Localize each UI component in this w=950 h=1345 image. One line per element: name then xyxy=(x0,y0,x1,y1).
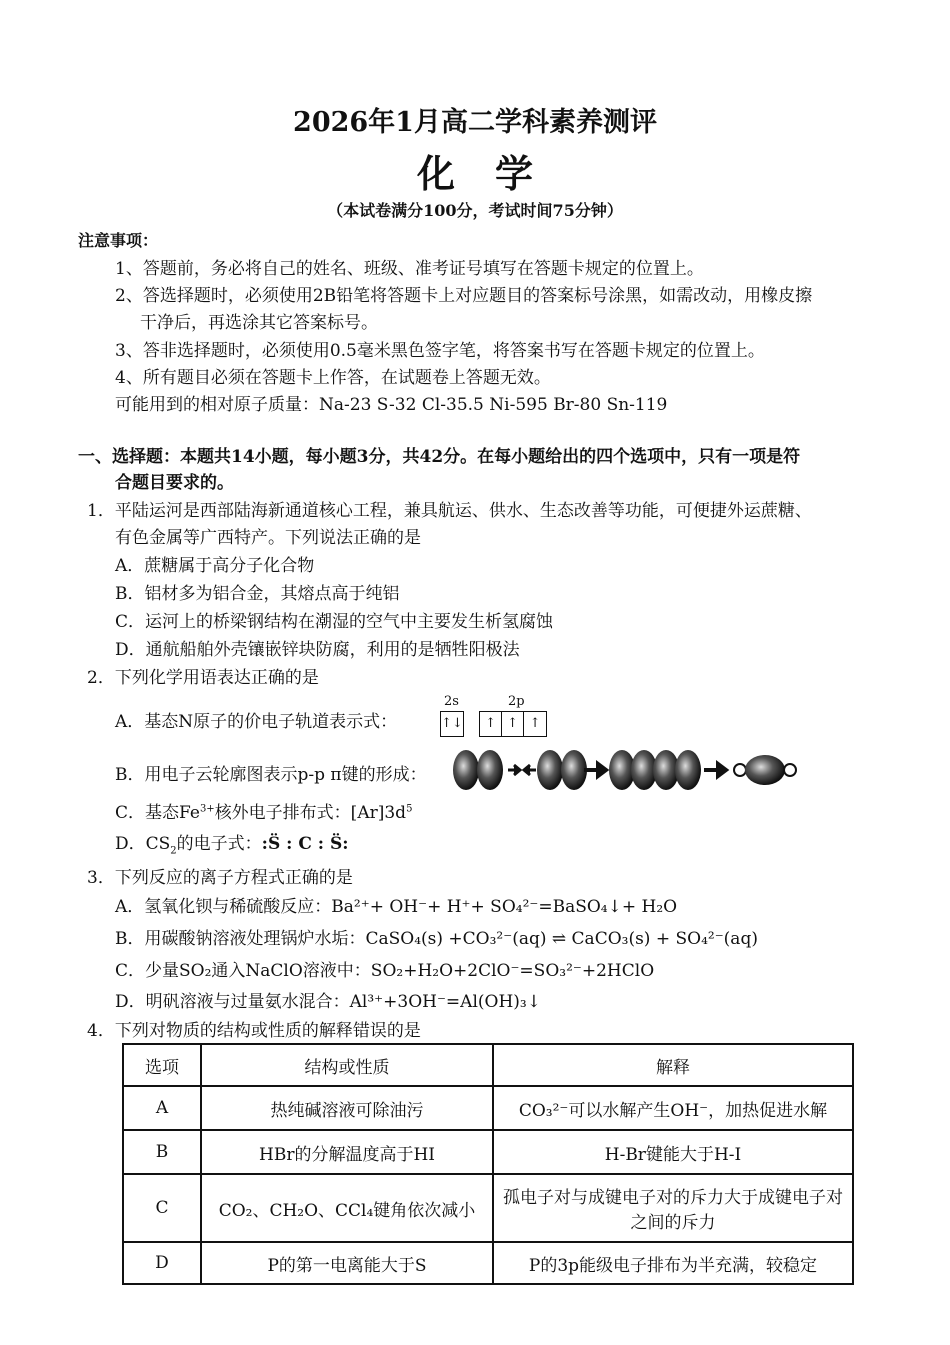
table-cell: P的3p能级电子排布为半充满，较稳定 xyxy=(493,1242,853,1284)
q1-stem: 1．平陆运河是西部陆海新通道核心工程，兼具航运、供水、生态改善等功能，可便捷外运蔗糖、 xyxy=(87,501,812,521)
section-heading-cont: 合题目要求的。 xyxy=(115,473,234,493)
q2-option-c xyxy=(115,798,412,823)
cs2-electron-formula: :S̈ : C : S̈: xyxy=(261,834,349,854)
q2-c-text: 核外电子排布式：[Ar]3d xyxy=(214,803,407,823)
q2-d-subscript: 2 xyxy=(170,845,177,857)
table-cell: 热纯碱溶液可除油污 xyxy=(201,1086,493,1130)
q1-option-b: B．铝材多为铝合金，其熔点高于纯铝 xyxy=(115,584,400,604)
table-cell: A xyxy=(123,1086,201,1130)
q2-option-b: B．用电子云轮廓图表示p-p π键的形成： xyxy=(115,765,427,785)
q4-stem: 4．下列对物质的结构或性质的解释错误的是 xyxy=(87,1021,421,1041)
note-item: 4、所有题目必须在答题卡上作答，在试题卷上答题无效。 xyxy=(115,368,551,388)
table-header: 结构或性质 xyxy=(201,1044,493,1086)
table-cell: B xyxy=(123,1130,201,1174)
table-header: 选项 xyxy=(123,1044,201,1086)
arrow-right-icon xyxy=(508,765,520,775)
note-item: 3、答非选择题时，必须使用0.5毫米黑色签字笔，将答案书写在答题卡规定的位置上。 xyxy=(115,341,765,361)
q4-table xyxy=(122,1043,854,1285)
table-row xyxy=(123,1086,853,1130)
q2-option-d xyxy=(115,829,349,856)
table-cell: H-Br键能大于H-I xyxy=(493,1130,853,1174)
up-down-arrows-icon: ↑↓ xyxy=(441,716,463,731)
q2-c-text: C．基态Fe xyxy=(115,803,200,823)
note-item: 1、答题前，务必将自己的姓名、班级、准考证号填写在答题卡规定的位置上。 xyxy=(115,259,704,279)
up-arrow-icon: ↑ xyxy=(529,716,541,731)
q2-option-a: A．基态N原子的价电子轨道表示式： xyxy=(115,712,398,732)
q3-option-d: D．明矾溶液与过量氨水混合：Al³⁺+3OH⁻=Al(OH)₃↓ xyxy=(115,992,541,1012)
q1-option-a: A．蔗糖属于高分子化合物 xyxy=(115,556,315,576)
up-arrow-icon: ↑ xyxy=(480,712,502,736)
arrow-right-icon xyxy=(584,764,606,776)
table-row xyxy=(123,1242,853,1284)
table-header-row xyxy=(123,1044,853,1086)
atomic-mass: 可能用到的相对原子质量：Na-23 S-32 Cl-35.5 Ni-595 Br-80 Sn-119 xyxy=(115,395,668,415)
q3-stem: 3．下列反应的离子方程式正确的是 xyxy=(87,868,353,888)
subject-title: 化学 xyxy=(416,151,573,196)
arrow-right-icon xyxy=(704,764,726,776)
q1-option-c: C．运河上的桥梁钢结构在潮湿的空气中主要发生析氢腐蚀 xyxy=(115,612,554,632)
arrow-left-icon xyxy=(524,765,536,775)
orbital-box-2s xyxy=(440,711,464,737)
orbital-box-2p xyxy=(479,711,547,737)
q3-option-c: C．少量SO₂通入NaClO溶液中：SO₂+H₂O+2ClO⁻=SO₃²⁻+2HClO xyxy=(115,961,655,981)
q2-d-text: D．CS xyxy=(115,834,171,854)
q2-d-text: 的电子式： xyxy=(176,834,262,854)
note-item: 干净后，再选涂其它答案标号。 xyxy=(140,313,378,333)
exam-title: 2026年1月高二学科素养测评 xyxy=(293,107,657,138)
p-orbital-icon xyxy=(537,750,587,790)
notes-heading: 注意事项： xyxy=(78,231,159,250)
q1-stem-cont: 有色金属等广西特产。下列说法正确的是 xyxy=(115,528,421,548)
table-header: 解释 xyxy=(493,1044,853,1086)
table-cell: CO₃²⁻可以水解产生OH⁻，加热促进水解 xyxy=(493,1086,853,1130)
table-row xyxy=(123,1174,853,1242)
note-item: 2、答选择题时，必须使用2B铅笔将答题卡上对应题目的答案标号涂黑，如需改动，用橡皮擦 xyxy=(115,286,813,306)
section-heading: 一、选择题：本题共14小题，每小题3分，共42分。在每小题给出的四个选项中，只有一项是符 xyxy=(78,447,801,467)
table-cell: P的第一电离能大于S xyxy=(201,1242,493,1284)
score-note: （本试卷满分100分，考试时间75分钟） xyxy=(327,201,623,220)
orbital-label-2s: 2s xyxy=(444,694,459,709)
table-cell: CO₂、CH₂O、CCl₄键角依次减小 xyxy=(201,1174,493,1242)
table-cell: C xyxy=(123,1174,201,1242)
up-arrow-icon: ↑ xyxy=(502,712,524,736)
q2-c-superscript: 5 xyxy=(406,803,413,815)
table-cell: D xyxy=(123,1242,201,1284)
p-orbital-icon xyxy=(453,750,503,790)
table-row xyxy=(123,1130,853,1174)
sigma-bond-orbital-icon xyxy=(734,755,796,785)
overlapping-orbitals-icon xyxy=(609,750,701,790)
table-cell: HBr的分解温度高于HI xyxy=(201,1130,493,1174)
q3-option-a: A．氢氧化钡与稀硫酸反应：Ba²⁺+ OH⁻+ H⁺+ SO₄²⁻=BaSO₄↓+ H₂O xyxy=(115,897,678,917)
q1-option-d: D．通航船舶外壳镶嵌锌块防腐，利用的是牺牲阳极法 xyxy=(115,640,520,660)
q2-c-charge: 3+ xyxy=(199,803,215,815)
pi-bond-orbital-diagram xyxy=(452,747,802,793)
orbital-diagram xyxy=(440,711,547,737)
table-cell: 孤电子对与成键电子对的斥力大于成键电子对之间的斥力 xyxy=(493,1174,853,1242)
q3-option-b: B．用碳酸钠溶液处理锅炉水垢：CaSO₄(s) +CO₃²⁻(aq) ⇌ CaCO₃(s) + SO₄²⁻(aq) xyxy=(115,929,758,949)
orbital-label-2p: 2p xyxy=(508,694,525,709)
q2-stem: 2．下列化学用语表达正确的是 xyxy=(87,668,319,688)
